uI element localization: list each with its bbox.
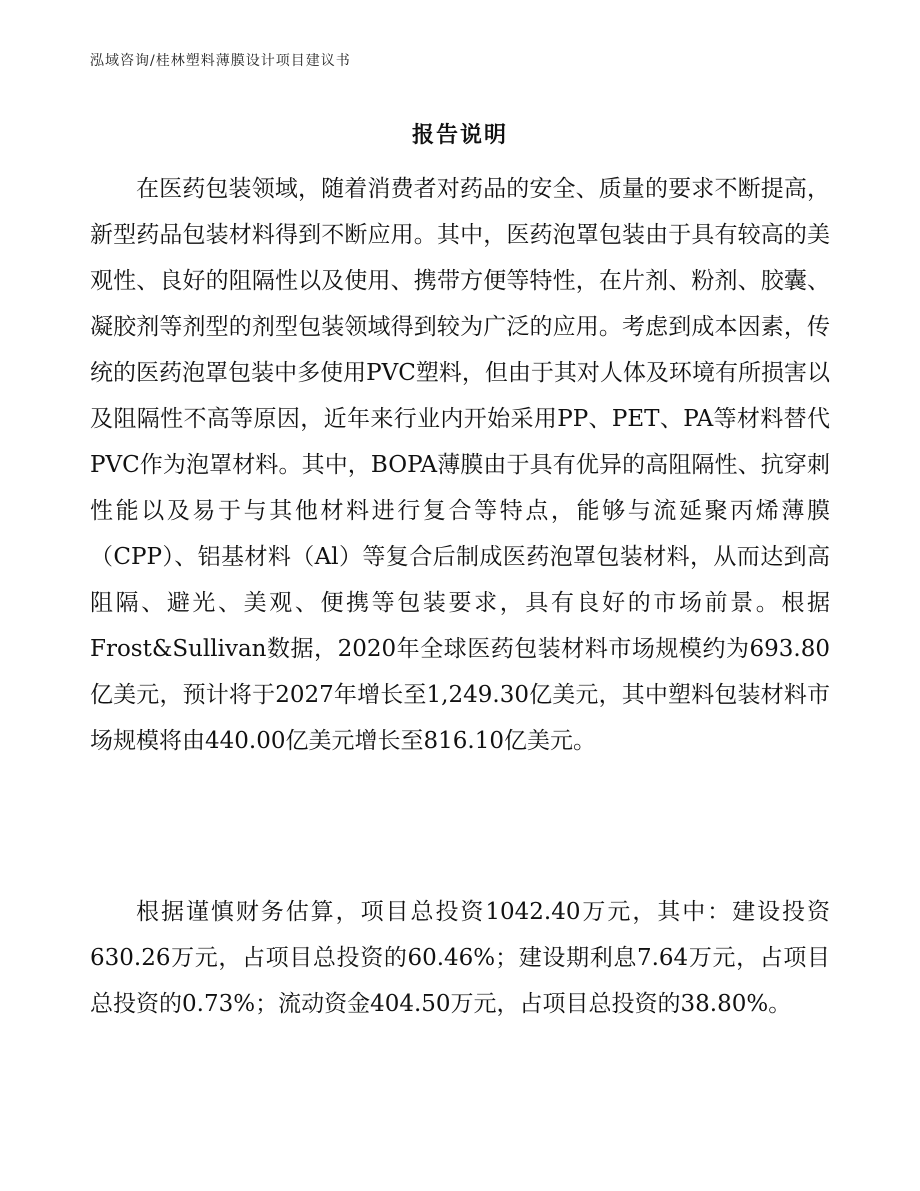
body-paragraph-2: 根据谨慎财务估算，项目总投资1042.40万元，其中：建设投资630.26万元，占项目总投资的60.46%；建设期利息7.64万元，占项目总投资的0.73%；流动资金404.50万元，占项目总投资的38.80%。 (90, 899, 830, 1017)
page-title: 报告说明 (411, 123, 508, 148)
running-header: 泓域咨询/桂林塑料薄膜设计项目建议书 (90, 53, 351, 69)
body-paragraph-1: 在医药包装领域，随着消费者对药品的安全、质量的要求不断提高，新型药品包装材料得到不断应用。其中，医药泡罩包装由于具有较高的美观性、良好的阻隔性以及使用、携带方便等特性，在片剂、粉剂、胶囊、凝胶剂等剂型的剂型包装领域得到较为广泛的应用。考虑到成本因素，传统的医药泡罩包装中多使用PVC塑料，但由于其对人体及环境有所损害以及阻隔性不高等原因，近年来行业内开始采用PP、PET、PA等材料替代PVC作为泡罩材料。其中，BOPA薄膜由于具有优异的高阻隔性、抗穿刺性能以及易于与其他材料进行复合等特点，能够与流延聚丙烯薄膜（CPP）、铝基材料（Al）等复合后制成医药泡罩包装材料，从而达到高阻隔、避光、美观、便携等包装要求，具有良好的市场前景。根据Frost&Sullivan数据，2020年全球医药包装材料市场规模约为693.80亿美元，预计将于2027年增长至1,249.30亿美元，其中塑料包装材料市场规模将由440.00亿美元增长至816.10亿美元。 (90, 176, 830, 754)
